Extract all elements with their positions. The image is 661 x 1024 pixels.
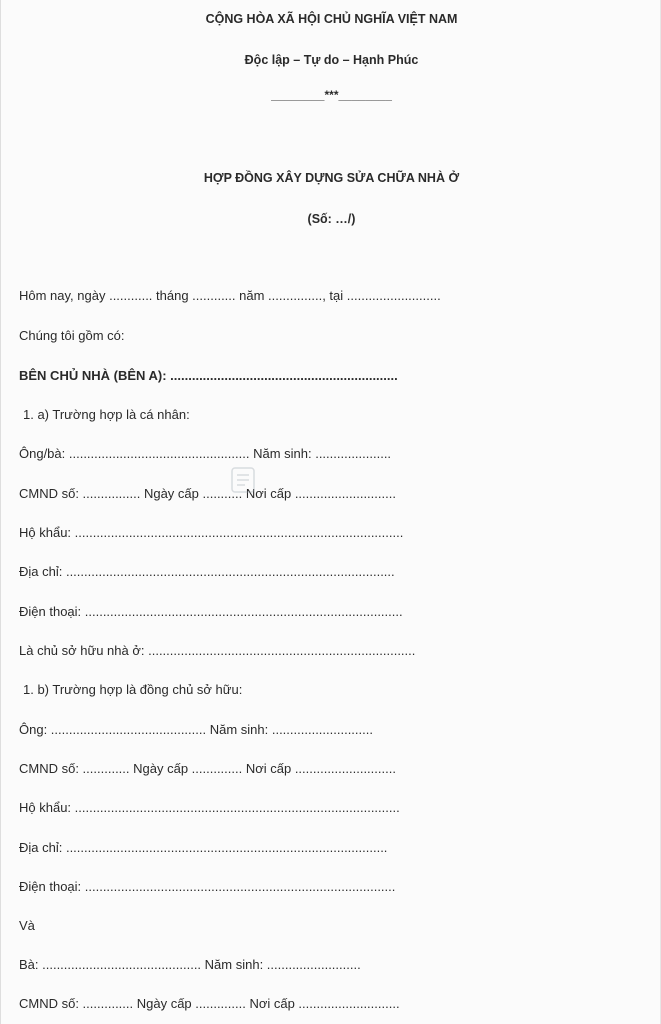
owner-id-line: CMND số: ................ Ngày cấp ........... Nơi cấp ............................ [19,486,396,501]
intro-line: Chúng tôi gồm có: [19,328,125,343]
co-owner-mr-name-line: Ông: ........................................... Năm sinh: ............................ [19,722,373,737]
document-watermark-icon [229,466,257,494]
owner-address-line: Địa chỉ: ........................................................................................... [19,564,395,579]
co-owner-mr-phone-line: Điện thoại: ...................................................................................... [19,879,396,894]
and-line: Và [19,918,35,933]
contract-number: (Số: …/) [307,212,356,226]
case-1a-heading: 1. a) Trường hợp là cá nhân: [23,407,190,422]
owner-status-line: Là chủ sở hữu nhà ở: .......................................................................... [19,643,416,658]
co-owner-mr-household-line: Hộ khẩu: .......................................................................................... [19,800,400,815]
co-owner-mr-id-line: CMND số: ............. Ngày cấp .............. Nơi cấp ............................ [19,761,396,776]
header-separator: ________***________ [271,88,392,102]
owner-household-line: Hộ khẩu: ........................................................................................... [19,525,404,540]
national-title: CỘNG HÒA XÃ HỘI CHỦ NGHĨA VIỆT NAM [205,12,458,26]
co-owner-mrs-name-line: Bà: ............................................ Năm sinh: .......................... [19,957,361,972]
party-a-heading: BÊN CHỦ NHÀ (BÊN A): ............................................................... [19,368,398,383]
date-line: Hôm nay, ngày ............ tháng ............ năm ..............., tại .......................... [19,288,441,303]
case-1b-heading: 1. b) Trường hợp là đồng chủ sở hữu: [23,682,243,697]
co-owner-mr-address-line: Địa chỉ: ......................................................................................... [19,840,388,855]
owner-name-line: Ông/bà: .................................................. Năm sinh: ..................... [19,446,392,461]
national-motto: Độc lập – Tự do – Hạnh Phúc [244,53,419,67]
owner-phone-line: Điện thoại: ........................................................................................ [19,604,403,619]
contract-title: HỢP ĐỒNG XÂY DỰNG SỬA CHỮA NHÀ Ở [203,171,460,185]
co-owner-mrs-id-line: CMND số: .............. Ngày cấp .............. Nơi cấp ............................ [19,996,400,1011]
